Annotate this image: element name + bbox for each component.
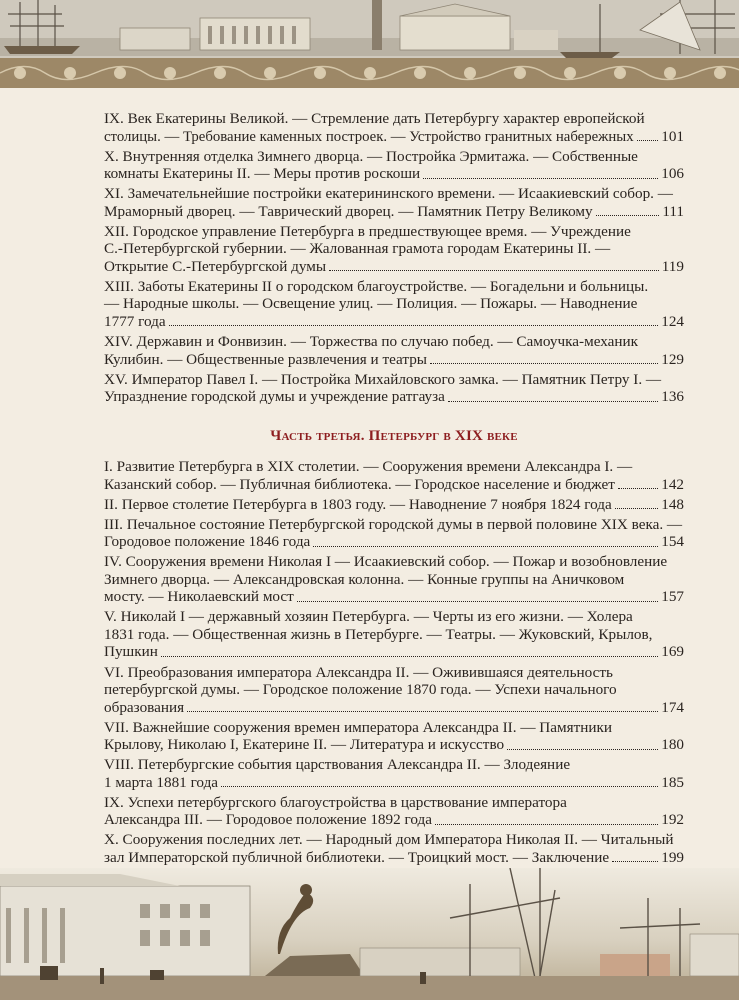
page-number: 101 [661, 127, 684, 145]
toc-entry-last-line [104, 258, 684, 276]
toc-entry-line: С.-Петербургской губернии. — Жалованная грамота городам Екатерины II. — [104, 240, 611, 258]
dot-leader [618, 488, 658, 489]
toc-entry-line: Городовое положение 1846 года [104, 533, 311, 551]
toc-entry-line: Александра III. — Городовое положение 1892 года [104, 811, 432, 829]
toc-entry-line: Упразднение городской думы и учреждение ратгауза [104, 388, 445, 406]
toc-entry-last-line [104, 313, 684, 331]
toc-entry-line: Открытие С.-Петербургской думы [104, 257, 327, 275]
dot-leader [313, 546, 658, 547]
toc-entry-line: VIII. Петербургские события царствования Александра II. — Злодеяние [104, 756, 571, 774]
toc-entry [104, 794, 684, 829]
dot-leader [221, 786, 658, 787]
toc-entry-line: образования [104, 698, 185, 716]
dot-leader [423, 178, 658, 179]
dot-leader [297, 601, 658, 602]
toc-entry-line: петербургской думы. — Городское положение 1870 года. — Успехи начального [104, 681, 617, 698]
toc-entry-line: X. Сооружения последних лет. — Народный дом Императора Николая II. — Читальный [104, 831, 674, 849]
page-number: 185 [661, 773, 684, 791]
page-number: 157 [661, 588, 684, 606]
toc-entry [104, 110, 684, 145]
toc-entry-line: Кулибин. — Общественные развлечения и театры [104, 350, 428, 368]
toc-entry [104, 371, 684, 406]
toc-entry-line: Казанский собор. — Публичная библиотека. — Городское население и бюджет [104, 475, 615, 493]
dot-leader [430, 363, 658, 364]
toc-entry-line: XI. Замечательнейшие постройки екатерининского времени. — Исаакиевский собор. — [104, 185, 673, 203]
toc-entry-line: комнаты Екатерины II. — Меры против роскоши [104, 165, 421, 183]
page-number: 119 [661, 257, 684, 275]
toc-entry-last-line [104, 351, 684, 369]
toc-entry-line: Крылову, Николаю I, Екатерине II. — Литература и искусство [104, 736, 505, 754]
toc-entry [104, 719, 684, 754]
toc-entry-line: XV. Император Павел I. — Постройка Михайловского замка. — Памятник Петру I. — [104, 370, 662, 388]
toc-entry [104, 496, 684, 514]
toc-entry-last-line [104, 811, 684, 829]
toc-entry [104, 608, 684, 661]
page-number: 148 [661, 495, 684, 513]
page-number: 136 [661, 388, 684, 406]
toc-entry-last-line [104, 388, 684, 406]
cityscape-illustration-bottom [0, 868, 739, 1000]
toc-entry-last-line [104, 165, 684, 183]
toc-entry-last-line [104, 736, 684, 754]
toc-entry [104, 148, 684, 183]
toc-entry-line: мосту. — Николаевский мост [104, 588, 294, 606]
toc-entry-last-line [104, 128, 684, 146]
toc-entry-line: — Народные школы. — Освещение улиц. — Полиция. — Пожары. — Наводнение [104, 295, 638, 313]
bottom-engraving-banner [0, 868, 739, 1000]
page-number: 142 [661, 475, 684, 493]
toc-entry [104, 185, 684, 220]
toc-entry-line: 1831 года. — Общественная жизнь в Петербурге. — Театры. — Жуковский, Крылов, [104, 625, 653, 643]
toc-entry-line: IX. Успехи петербургского благоустройства в царствование императора [104, 793, 567, 811]
page-number: 124 [661, 312, 684, 330]
toc-entry-line: I. Развитие Петербурга в XIX столетии. — Сооружения времени Александра I. — [104, 458, 633, 475]
dot-leader [169, 325, 659, 326]
dot-leader [187, 711, 658, 712]
toc-entry [104, 223, 684, 276]
toc-entry [104, 831, 684, 866]
toc-entry [104, 278, 684, 331]
toc-entry-last-line [104, 588, 684, 606]
toc-entry-line: VI. Преобразования императора Александра II. — Оживившаяся деятельность [104, 663, 613, 681]
page-number: 106 [661, 165, 684, 183]
page-number: 154 [661, 533, 684, 551]
toc-entry [104, 553, 684, 606]
toc-entry-line: Пушкин [104, 643, 158, 661]
toc-entry [104, 458, 684, 493]
page-number: 169 [661, 643, 684, 661]
toc-entry-line: зал Императорской публичной библиотеки. — Троицкий мост. — Заключение [104, 848, 610, 866]
toc-entry-line: XIV. Державин и Фонвизин. — Торжества по случаю побед. — Самоучка-механик [104, 333, 639, 350]
toc-entry-line: 1777 года [104, 312, 166, 330]
page-number: 174 [661, 698, 684, 716]
contents-page [0, 88, 739, 868]
toc-entry [104, 516, 684, 551]
toc-entry-line: X. Внутренняя отделка Зимнего дворца. — Постройка Эрмитажа. — Собственные [104, 147, 638, 165]
dot-leader [507, 749, 658, 750]
toc-entry-last-line [104, 533, 684, 551]
dot-leader [612, 861, 658, 862]
toc-entry-last-line [104, 643, 684, 661]
toc-entry-last-line [104, 849, 684, 867]
dot-leader [596, 215, 660, 216]
toc-entry-line: столицы. — Требование каменных построек. — Устройство гранитных набережных [104, 127, 634, 145]
toc-entry-line: 1 марта 1881 года [104, 773, 219, 791]
cityscape-illustration-top [0, 0, 739, 88]
toc-entry-last-line [104, 774, 684, 792]
toc-entry-last-line [104, 496, 684, 514]
toc-entry-line: Мраморный дворец. — Таврический дворец. — Памятник Петру Великому [104, 202, 593, 220]
toc-entry-line: XIII. Заботы Екатерины II о городском благоустройстве. — Богадельни и больницы. [104, 277, 649, 295]
part-three-heading: Часть третья. Петербург в XIX веке [270, 428, 518, 444]
page-number: 111 [662, 202, 684, 220]
toc-entry [104, 664, 684, 717]
toc-entry-line: Зимнего дворца. — Александровская колонна. — Конные группы на Аничковом [104, 570, 625, 588]
dot-leader [161, 656, 658, 657]
dot-leader [329, 270, 659, 271]
toc-entry-line: IV. Сооружения времени Николая I — Исаакиевский собор. — Пожар и возобновление [104, 553, 668, 571]
page-number: 192 [661, 811, 684, 829]
toc-entry-last-line [104, 476, 684, 494]
toc-entry-line: VII. Важнейшие сооружения времен императора Александра II. — Памятники [104, 718, 613, 736]
toc-entry-line: IX. Век Екатерины Великой. — Стремление дать Петербургу характер европейской [104, 110, 645, 127]
dot-leader [435, 824, 658, 825]
toc-entry [104, 756, 684, 791]
dot-leader [615, 508, 658, 509]
toc-entry-line: XII. Городское управление Петербурга в предшествующее время. — Учреждение [104, 222, 631, 240]
toc-entry [104, 333, 684, 368]
page-number: 199 [661, 848, 684, 866]
page-number: 180 [661, 736, 684, 754]
toc-entry-last-line [104, 203, 684, 221]
top-engraving-banner [0, 0, 739, 88]
dot-leader [448, 401, 658, 402]
toc-entry-line: III. Печальное состояние Петербургской городской думы в первой половине XIX века. — [104, 515, 683, 533]
dot-leader [637, 140, 658, 141]
toc-entry-line: II. Первое столетие Петербурга в 1803 году. — Наводнение 7 ноября 1824 года [104, 495, 612, 513]
toc-entry-line: V. Николай I — державный хозяин Петербурга. — Черты из его жизни. — Холера [104, 608, 633, 626]
page-number: 129 [661, 350, 684, 368]
toc-entry-last-line [104, 699, 684, 717]
